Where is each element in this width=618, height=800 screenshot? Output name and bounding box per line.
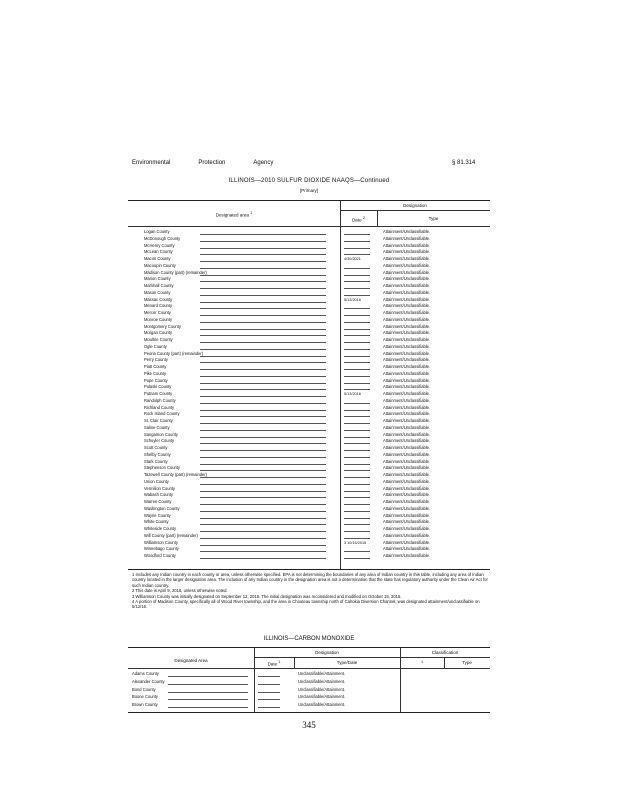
area-name: Randolph County — [144, 397, 176, 403]
area-name: White County — [144, 519, 169, 525]
area-name: St. Clair County — [144, 418, 173, 423]
area-name: Shelby County — [144, 451, 171, 457]
table-row — [128, 337, 490, 344]
designation-type: Attainment/Unclassifiable. — [383, 472, 431, 477]
empty-date-line — [258, 676, 280, 677]
area-name: Ogle County — [144, 343, 167, 349]
running-header-agency — [132, 160, 273, 166]
designation-date: 4/30/2021 — [344, 257, 361, 261]
empty-date-line — [258, 699, 280, 700]
footnote-ref: 1 — [420, 660, 424, 664]
area-name: Will County (part) (remainder) — [144, 532, 198, 538]
footnote-ref: 2 — [362, 216, 365, 220]
designation-type: Attainment/Unclassifiable. — [383, 424, 431, 430]
column-header-class-date — [400, 660, 444, 667]
designation-type: Attainment/Unclassifiable. — [383, 451, 431, 457]
table-row — [128, 438, 490, 445]
area-name: Stephenson County — [144, 465, 180, 471]
table-row — [128, 378, 490, 385]
designation-type: Attainment/Unclassifiable. — [383, 256, 431, 261]
area-name: Bond County — [132, 686, 156, 692]
designation-type: Attainment/Unclassifiable. — [383, 505, 431, 511]
designation-type: Attainment/Unclassifiable. — [383, 377, 431, 383]
designation-type: Attainment/Unclassifiable. — [383, 431, 431, 437]
area-name: Massac County — [144, 296, 173, 302]
area-name: Pulaski County — [144, 384, 172, 390]
designation-type: Attainment/Unclassifiable. — [383, 303, 431, 309]
footnote: 3 Williamson County was initially designated on September 12, 2016. The initial designation was reconsidered and modified on October 15, 2015. — [132, 593, 402, 599]
table-row — [128, 479, 490, 486]
designation-type: Attainment/Unclassifiable. — [383, 337, 431, 342]
area-name: Scott County — [144, 445, 168, 450]
empty-date-line — [258, 707, 280, 708]
table-row — [128, 371, 490, 378]
area-name: Woodford County — [144, 553, 176, 558]
area-name: Adams County — [132, 671, 159, 676]
area-name: Peoria County (part) (remainder) — [144, 350, 204, 356]
table-row — [128, 263, 490, 270]
section-number: § 81.314 — [452, 160, 476, 166]
table-row — [128, 486, 490, 493]
designation-type: Attainment/Unclassifiable. — [383, 438, 431, 444]
table-row — [128, 236, 490, 243]
table-row — [128, 679, 490, 686]
area-name: Winnebago County — [144, 546, 179, 552]
designation-type: Unclassifiable/Attainment. — [298, 671, 346, 676]
area-name: McLean County — [144, 249, 173, 255]
designation-type: Attainment/Unclassifiable. — [383, 343, 431, 349]
area-name: Mason County — [144, 289, 171, 295]
column-header-type-date: Type/Date — [336, 660, 358, 665]
table1-divider — [340, 210, 490, 211]
table-row — [128, 702, 490, 709]
column-header-classification: Classification — [431, 650, 459, 655]
footnote: 1 Includes any Indian country in each county or area, unless otherwise specified. EPA is not determining the boundaries of any area of Indian country in this table, including any area of Indian country located in the larger designation area. The inclusion of any Indian country in the designation area is not a determination that the state has regulatory authority under the Clean Air Act for such Indian country. — [132, 572, 488, 588]
designation-type: Attainment/Unclassifiable. — [383, 350, 431, 356]
table-row — [128, 324, 490, 331]
table-row — [128, 492, 490, 499]
table-row — [128, 418, 490, 425]
designation-date: 5/13/2016 — [344, 297, 361, 302]
leader-line — [168, 707, 248, 708]
table-row — [128, 384, 490, 391]
designation-type: Attainment/Unclassifiable. — [383, 519, 431, 525]
table-row — [128, 425, 490, 432]
table-row — [128, 317, 490, 324]
designation-type: Attainment/Unclassifiable. — [383, 526, 431, 531]
designation-type: Attainment/Unclassifiable. — [383, 539, 431, 545]
area-name: Mercer County — [144, 310, 171, 315]
table-row — [128, 391, 490, 398]
designation-type: Attainment/Unclassifiable. — [383, 445, 431, 450]
designation-type: Attainment/Unclassifiable. — [383, 364, 431, 369]
table-row — [128, 229, 490, 236]
table-row — [128, 398, 490, 405]
area-name: Menard County — [144, 303, 172, 309]
leader-line — [168, 684, 248, 685]
table-row — [128, 452, 490, 459]
area-name: Marion County — [144, 276, 171, 282]
area-name: Schuyler County — [144, 438, 175, 444]
designation-type: Attainment/Unclassifiable. — [383, 391, 431, 396]
column-header-area: Designated Area — [174, 658, 208, 663]
table-row — [128, 364, 490, 371]
designation-type: Attainment/Unclassifiable. — [383, 269, 431, 275]
table1-divider — [128, 226, 490, 227]
footnote-ref: 1 — [250, 211, 253, 215]
area-name: Rock Island County — [144, 411, 180, 417]
table-row — [128, 459, 490, 466]
designation-type: Attainment/Unclassifiable. — [383, 357, 431, 363]
table-row — [128, 357, 490, 364]
table-row — [128, 465, 490, 472]
area-name: Madison County (part) (remainder) — [144, 269, 207, 275]
designation-date: 3 10/15/2015 — [344, 540, 367, 545]
designation-type: Unclassifiable/Attainment. — [298, 678, 346, 684]
designation-type: Attainment/Unclassifiable. — [383, 283, 431, 288]
footnote-ref: 1 — [278, 660, 281, 664]
empty-date-line — [258, 684, 280, 685]
table-row — [128, 513, 490, 520]
area-name: Vermilion County — [144, 485, 175, 491]
table1-title: ILLINOIS—2010 SULFUR DIOXIDE NAAQS—Continued — [228, 178, 390, 184]
leader-line — [168, 676, 248, 677]
table-row — [128, 344, 490, 351]
designation-type: Attainment/Unclassifiable. — [383, 553, 431, 558]
area-name: McDonough County — [144, 235, 181, 241]
area-name: Wayne County — [144, 512, 171, 518]
table-row — [128, 270, 490, 277]
area-name: Stark County — [144, 458, 168, 464]
table-row — [128, 297, 490, 304]
designation-type: Attainment/Unclassifiable. — [383, 465, 431, 471]
table2-divider — [128, 668, 490, 669]
designation-type: Attainment/Unclassifiable. — [383, 397, 431, 403]
area-name: Pike County — [144, 370, 167, 376]
area-name: Union County — [144, 478, 169, 484]
column-header-date-label: Date — [352, 217, 362, 223]
table-row — [128, 472, 490, 479]
column-header-designation: Designation — [315, 650, 339, 655]
table-row — [128, 303, 490, 310]
table-row — [128, 432, 490, 439]
designation-type: Attainment/Unclassifiable. — [383, 316, 431, 322]
column-header-designation: Designation — [403, 203, 427, 208]
area-name: Macon County — [144, 256, 171, 261]
designation-type: Attainment/Unclassifiable. — [383, 418, 431, 423]
designation-type: Unclassifiable/Attainment. — [298, 686, 346, 692]
table-row — [128, 506, 490, 513]
designation-type: Attainment/Unclassifiable. — [383, 296, 431, 302]
area-name: Williamson County — [144, 539, 178, 545]
area-name: Tazewell County (part) (remainder) — [144, 472, 208, 477]
designation-type: Attainment/Unclassifiable. — [383, 229, 431, 234]
designation-type: Attainment/Unclassifiable. — [383, 411, 431, 417]
table-row — [128, 249, 490, 256]
table-row — [128, 687, 490, 694]
area-name: Monroe County — [144, 316, 172, 322]
table-row — [128, 445, 490, 452]
designation-type: Attainment/Unclassifiable. — [383, 492, 431, 498]
column-header-date — [340, 216, 377, 223]
designation-type: Unclassifiable/Attainment. — [298, 702, 346, 708]
designation-type: Attainment/Unclassifiable. — [383, 276, 431, 282]
area-name: Saline County — [144, 424, 170, 430]
so2-designation-table — [128, 200, 490, 570]
table-row — [128, 540, 490, 547]
area-name: McHenry County — [144, 242, 175, 248]
column-header-date-label: Date — [267, 661, 278, 667]
table2-title: ILLINOIS—CARBON MONOXIDE — [263, 636, 355, 642]
designation-type: Attainment/Unclassifiable. — [383, 310, 431, 315]
footnotes — [132, 572, 492, 610]
area-name: Piatt County — [144, 364, 167, 369]
footnote: 2 This date is April 9, 2018, unless otherwise noted. — [132, 588, 228, 594]
table-row — [128, 351, 490, 358]
table-row — [128, 553, 490, 560]
designation-type: Attainment/Unclassifiable. — [383, 546, 431, 552]
table1-subtitle: [Primary] — [300, 188, 318, 193]
column-header-area-label: Designated area — [215, 212, 249, 218]
column-header-date — [254, 660, 294, 667]
designation-type: Attainment/Unclassifiable. — [383, 404, 431, 410]
area-name: Perry County — [144, 357, 168, 363]
table-row — [128, 283, 490, 290]
table-row — [128, 310, 490, 317]
table-row — [128, 243, 490, 250]
area-name: Macoupin County — [144, 262, 176, 268]
designation-type: Attainment/Unclassifiable. — [383, 323, 431, 329]
designation-type: Attainment/Unclassifiable. — [383, 485, 431, 491]
area-name: Marshall County — [144, 283, 174, 288]
area-name: Pope County — [144, 377, 168, 383]
area-name: Sangamon County — [144, 431, 178, 437]
area-name: Alexander County — [132, 678, 165, 684]
area-name: Putnam County — [144, 391, 173, 396]
designation-type: Attainment/Unclassifiable. — [383, 330, 431, 336]
designation-type: Attainment/Unclassifiable. — [383, 242, 431, 248]
table-row — [128, 290, 490, 297]
designation-type: Attainment/Unclassifiable. — [383, 499, 431, 504]
column-header-area — [128, 211, 340, 218]
header-word-environmental: Environmental — [132, 160, 171, 166]
designation-date: 5/13/2016 — [344, 392, 361, 396]
table-row — [128, 526, 490, 533]
area-name: Morgan County — [144, 330, 172, 336]
page-number: 345 — [302, 720, 316, 730]
empty-date-line — [344, 558, 370, 559]
designation-type: Attainment/Unclassifiable. — [383, 478, 431, 484]
footnote: 4 A portion of Madison County, specifically all of Wood River township, and the area in Chouteau township north of Cahokia Diversion Channel, was designated attainment/unclassifiable on 5/12/16. — [132, 599, 480, 610]
designation-type: Attainment/Unclassifiable. — [383, 262, 431, 268]
leader-line — [168, 699, 248, 700]
table-row — [128, 330, 490, 337]
area-name: Richland County — [144, 404, 175, 410]
designation-type: Attainment/Unclassifiable. — [383, 512, 431, 518]
area-name: Montgomery County — [144, 323, 181, 329]
table1-body — [128, 229, 490, 560]
designation-type: Attainment/Unclassifiable. — [383, 458, 431, 464]
designation-type: Attainment/Unclassifiable. — [383, 235, 431, 241]
area-name: Logan County — [144, 229, 170, 234]
designation-type: Attainment/Unclassifiable. — [383, 532, 431, 538]
designation-type: Attainment/Unclassifiable. — [383, 370, 431, 376]
area-name: Moultrie County — [144, 337, 173, 342]
co-designation-table — [128, 647, 490, 713]
area-name: Brown County — [132, 702, 158, 708]
column-header-type: Type — [428, 216, 439, 221]
table-row — [128, 411, 490, 418]
table2-divider — [254, 657, 490, 658]
table-row — [128, 694, 490, 701]
area-name: Washington County — [144, 505, 180, 511]
area-name: Whiteside County — [144, 526, 177, 531]
table-row — [128, 533, 490, 540]
table-row — [128, 546, 490, 553]
leader-line — [168, 692, 248, 693]
header-word-agency: Agency — [253, 160, 274, 166]
header-word-protection: Protection — [198, 160, 226, 166]
table-row — [128, 499, 490, 506]
table-row — [128, 519, 490, 526]
designation-type: Attainment/Unclassifiable. — [383, 384, 431, 390]
designation-type: Attainment/Unclassifiable. — [383, 289, 431, 295]
leader-line — [200, 558, 326, 559]
area-name: Warren County — [144, 499, 172, 504]
area-name: Wabash County — [144, 492, 173, 498]
table-row — [128, 276, 490, 283]
table-row — [128, 405, 490, 412]
area-name: Boone County — [132, 694, 158, 700]
column-header-class-type: Type — [462, 660, 472, 665]
table-row — [128, 256, 490, 263]
empty-date-line — [258, 692, 280, 693]
designation-type: Attainment/Unclassifiable. — [383, 249, 431, 255]
table-row — [128, 671, 490, 678]
designation-type: Unclassifiable/Attainment. — [298, 694, 346, 700]
